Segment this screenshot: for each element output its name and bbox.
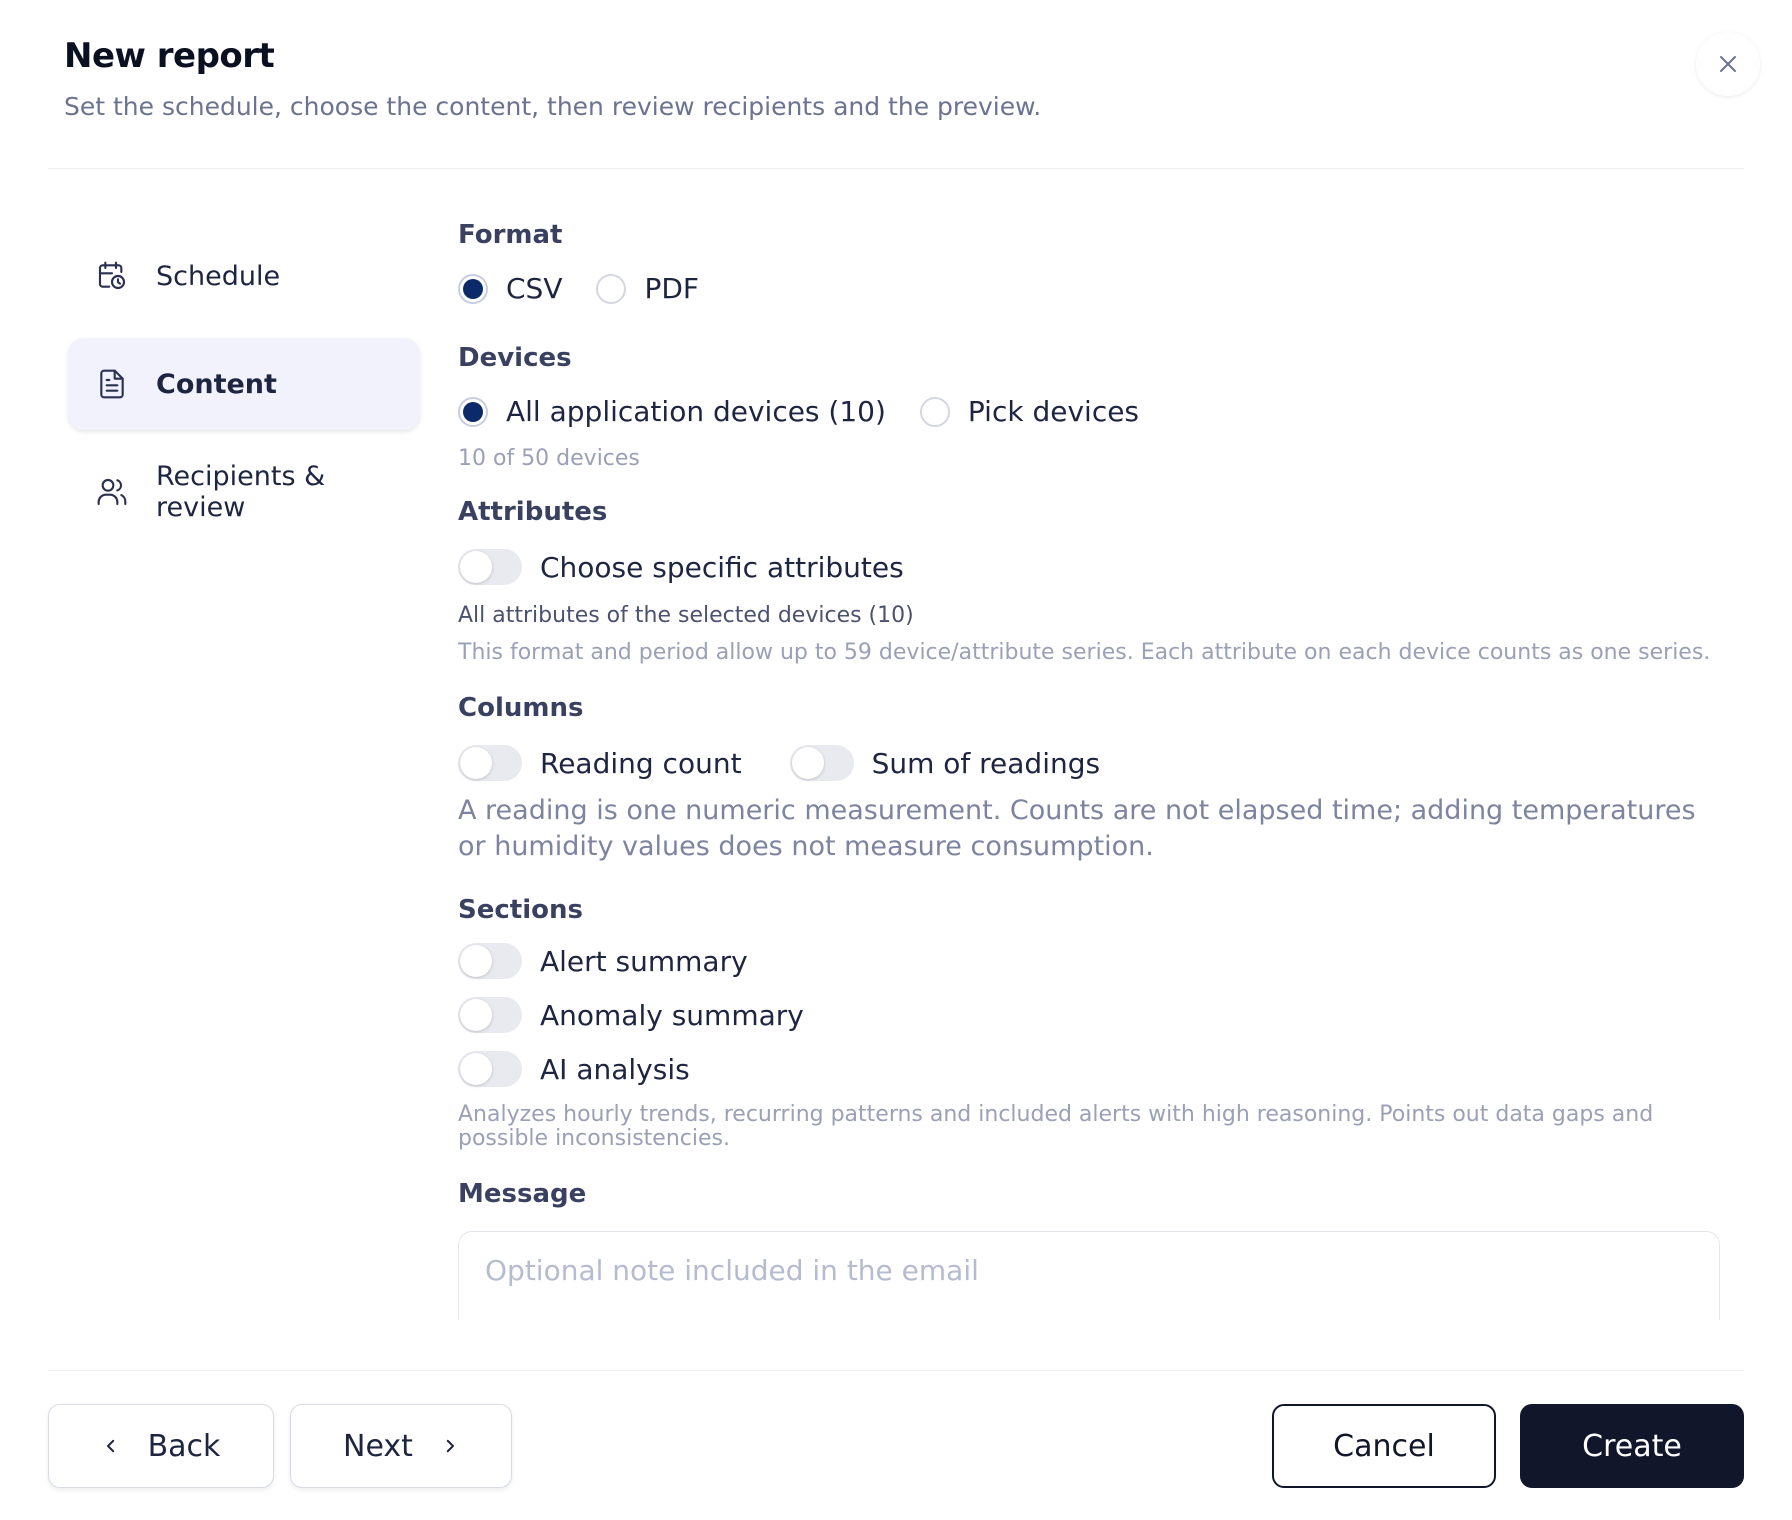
pick-devices-radio[interactable] — [920, 395, 1139, 428]
radio-label: PDF — [644, 272, 700, 305]
sections-label: Sections — [458, 895, 583, 925]
message-textarea[interactable] — [458, 1231, 1720, 1320]
columns-note: A reading is one numeric measurement. Counts are not elapsed time; adding temperatures or humidity values does not measure consumption. — [458, 795, 1696, 862]
reading-count-toggle[interactable] — [458, 745, 522, 781]
calendar-clock-icon — [96, 260, 128, 292]
toggle-label: Choose specific attributes — [540, 550, 904, 584]
cancel-button[interactable]: Cancel — [1272, 1404, 1496, 1488]
all-devices-radio[interactable] — [458, 395, 886, 428]
next-button[interactable] — [290, 1404, 512, 1488]
devices-label: Devices — [458, 343, 572, 373]
chevron-left-icon — [102, 1437, 120, 1455]
message-placeholder: Optional note included in the email — [485, 1254, 979, 1287]
back-label: Back — [147, 1428, 221, 1464]
header-divider — [48, 168, 1744, 169]
radio-label: CSV — [506, 272, 563, 305]
sidebar-item-label: Schedule — [156, 260, 281, 292]
toggle-label: Anomaly summary — [540, 998, 804, 1032]
ai-analysis-toggle-row — [458, 1051, 1720, 1087]
toggle-label: Sum of readings — [871, 746, 1101, 780]
radio-indicator — [596, 274, 626, 304]
message-label: Message — [458, 1179, 587, 1209]
specific-attributes-toggle-row — [458, 549, 1720, 585]
format-csv-radio[interactable] — [458, 272, 562, 305]
devices-radio-group — [458, 395, 1720, 428]
radio-label: All application devices (10) — [506, 395, 886, 428]
attributes-summary: All attributes of the selected devices (10) — [458, 603, 914, 628]
anomaly-summary-toggle[interactable] — [458, 997, 522, 1033]
ai-analysis-note: Analyzes hourly trends, recurring patterns and included alerts with high reasoning. Points out data gaps and possible inconsistencies. — [458, 1102, 1654, 1151]
format-label: Format — [458, 220, 563, 250]
radio-indicator — [920, 397, 950, 427]
attributes-limit-note: This format and period allow up to 59 device/attribute series. Each attribute on each device counts as one series. — [458, 640, 1711, 665]
next-label: Next — [343, 1428, 413, 1464]
radio-indicator — [458, 397, 488, 427]
sidebar-item-schedule[interactable] — [68, 230, 420, 322]
document-icon — [96, 368, 128, 400]
sum-of-readings-toggle[interactable] — [790, 745, 854, 781]
toggle-label: Alert summary — [540, 944, 748, 978]
sidebar-item-label: Recipients & review — [156, 461, 326, 523]
specific-attributes-toggle[interactable] — [458, 549, 522, 585]
columns-toggle-row — [458, 745, 1720, 781]
attributes-label: Attributes — [458, 497, 608, 527]
dialog-title: New report — [64, 36, 275, 76]
dialog-header — [64, 36, 1672, 121]
format-pdf-radio[interactable] — [596, 272, 699, 305]
close-icon — [1716, 52, 1740, 76]
toggle-label: AI analysis — [540, 1052, 690, 1086]
footer-divider — [48, 1370, 1744, 1371]
back-button[interactable] — [48, 1404, 274, 1488]
anomaly-summary-toggle-row — [458, 997, 1720, 1033]
chevron-right-icon — [441, 1437, 459, 1455]
toggle-label: Reading count — [540, 746, 742, 780]
step-sidebar — [68, 230, 420, 554]
dialog-subtitle: Set the schedule, choose the content, then review recipients and the preview. — [64, 92, 1042, 121]
columns-label: Columns — [458, 693, 584, 723]
users-icon — [96, 476, 128, 508]
sidebar-item-recipients-review[interactable] — [68, 446, 420, 538]
format-radio-group — [458, 272, 1720, 305]
close-button[interactable] — [1696, 32, 1760, 96]
content-panel — [458, 220, 1720, 1320]
create-button[interactable]: Create — [1520, 1404, 1744, 1488]
alert-summary-toggle[interactable] — [458, 943, 522, 979]
alert-summary-toggle-row — [458, 943, 1720, 979]
radio-indicator — [458, 274, 488, 304]
sidebar-item-label: Content — [156, 368, 277, 400]
sidebar-item-content[interactable] — [68, 338, 420, 430]
ai-analysis-toggle[interactable] — [458, 1051, 522, 1087]
radio-label: Pick devices — [967, 395, 1140, 428]
devices-count-hint: 10 of 50 devices — [458, 446, 640, 471]
